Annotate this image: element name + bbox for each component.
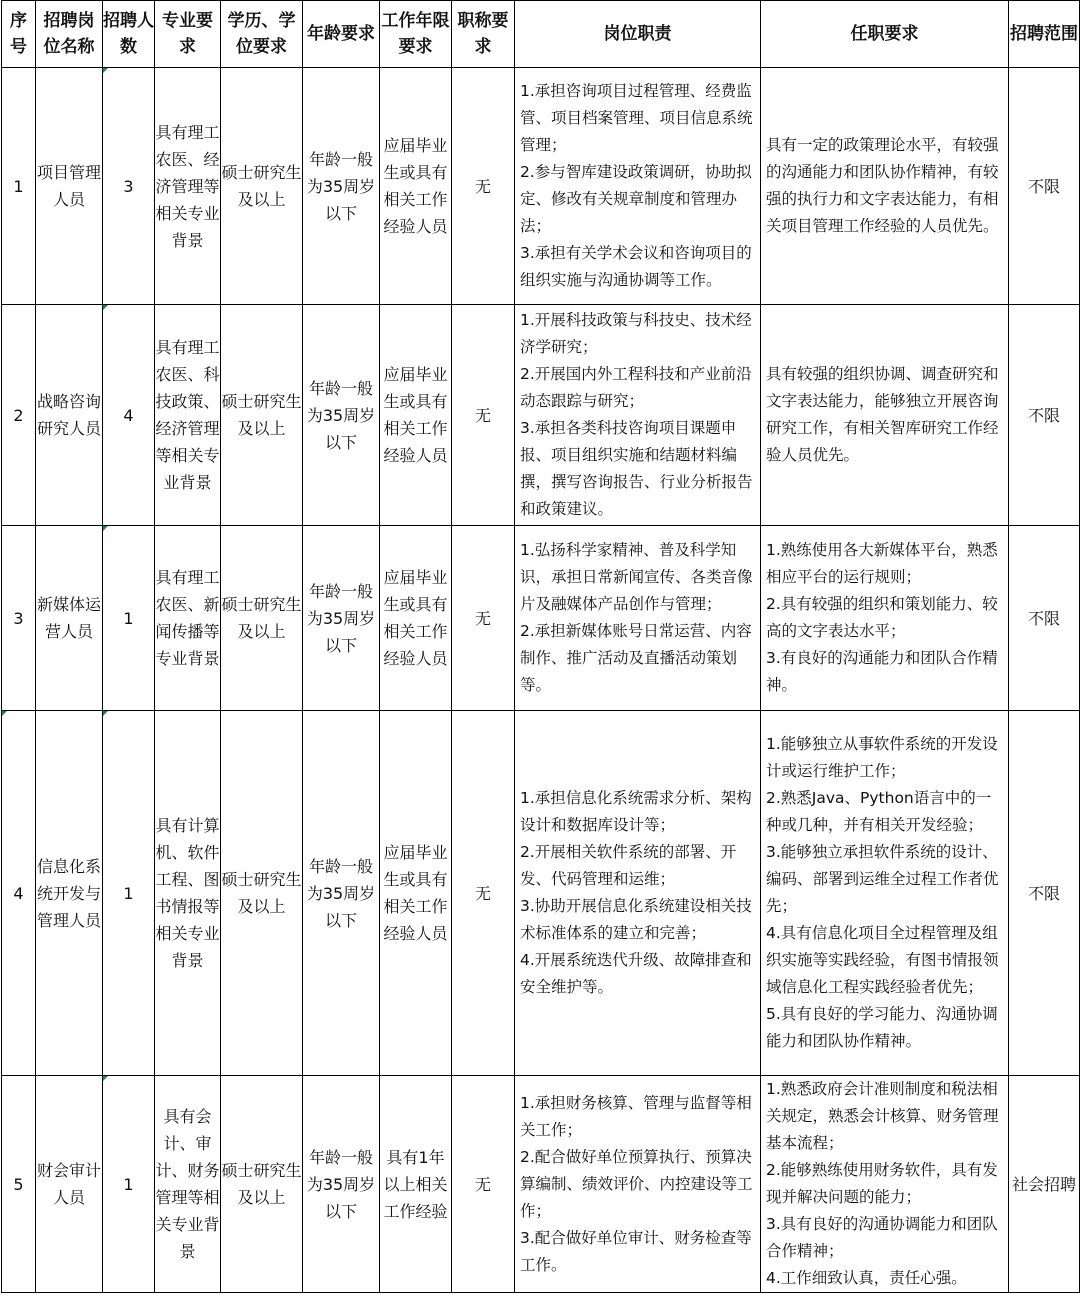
cell-requirements xyxy=(761,1076,1009,1293)
cell-duties xyxy=(515,68,761,305)
cell-experience: 应届毕业生或具有相关工作经验人员 xyxy=(380,526,452,711)
requirements-item: 4.具有信息化项目全过程管理及组织实施等实践经验，有图书情报领域信息化工程实践经验者优先； xyxy=(766,924,999,996)
cell-requirements xyxy=(761,526,1009,711)
duties-item: 2.开展国内外工程科技和产业前沿动态跟踪与研究； xyxy=(520,365,752,410)
duties-item: 2.配合做好单位预算执行、预算决算编制、绩效评价、内控建设等工作； xyxy=(520,1147,753,1220)
requirements-item: 3.有良好的沟通能力和团队合作精神。 xyxy=(766,649,998,694)
cell-scope: 不限 xyxy=(1009,711,1080,1076)
duties-item: 2.参与智库建设政策调研，协助拟定、修改有关规章制度和管理办法； xyxy=(520,163,752,235)
cell-title: 无 xyxy=(452,305,515,526)
cell-duties xyxy=(515,526,761,711)
cell-age: 年龄一般为35周岁以下 xyxy=(303,68,380,305)
recruitment-table xyxy=(1,0,1080,1293)
cell-age: 年龄一般为35周岁以下 xyxy=(303,305,380,526)
requirements-item: 2.能够熟练使用财务软件，具有发现并解决问题的能力； xyxy=(766,1161,998,1206)
cell-count: 1 xyxy=(103,526,155,711)
requirements-item: 具有一定的政策理论水平，有较强的沟通能力和团队协作精神，有较强的执行力和文字表达能力，有相关项目管理工作经验的人员优先。 xyxy=(766,136,999,235)
cell-no: 4 xyxy=(2,711,36,1076)
requirements-item: 3.能够独立承担软件系统的设计、编码、部署到运维全过程工作者优先； xyxy=(766,843,999,915)
requirements-item: 2.熟悉Java、Python语言中的一种或几种，并有相关开发经验； xyxy=(766,789,992,834)
header-scope: 招聘范围 xyxy=(1009,1,1080,68)
cell-experience: 应届毕业生或具有相关工作经验人员 xyxy=(380,68,452,305)
duties-item: 3.承担各类科技咨询项目课题申报、项目组织实施和结题材料编撰，撰写咨询报告、行业分析报告和政策建议。 xyxy=(520,419,753,518)
cell-experience: 应届毕业生或具有相关工作经验人员 xyxy=(380,711,452,1076)
cell-requirements xyxy=(761,711,1009,1076)
cell-major: 具有理工农医、科技政策、经济管理等相关专业背景 xyxy=(155,305,221,526)
duties-item: 2.承担新媒体账号日常运营、内容制作、推广活动及直播活动策划等。 xyxy=(520,622,752,694)
cell-count: 3 xyxy=(103,68,155,305)
requirements-item: 4.工作细致认真，责任心强。 xyxy=(766,1269,967,1287)
duties-item: 1.承担信息化系统需求分析、架构设计和数据库设计等； xyxy=(520,789,752,834)
requirements-item: 5.具有良好的学习能力、沟通协调能力和团队协作精神。 xyxy=(766,1005,998,1050)
cell-requirements xyxy=(761,68,1009,305)
cell-experience: 应届毕业生或具有相关工作经验人员 xyxy=(380,305,452,526)
cell-experience: 具有1年以上相关工作经验 xyxy=(380,1076,452,1293)
duties-item: 1.开展科技政策与科技史、技术经济学研究； xyxy=(520,311,752,356)
cell-count: 1 xyxy=(103,711,155,1076)
cell-degree: 硕士研究生及以上 xyxy=(221,68,303,305)
header-degree: 学历、学位要求 xyxy=(221,1,303,68)
cell-duties xyxy=(515,305,761,526)
header-count: 招聘人数 xyxy=(103,1,155,68)
duties-item: 3.协助开展信息化系统建设相关技术标准体系的建立和完善； xyxy=(520,897,752,942)
requirements-item: 1.熟悉政府会计准则制度和税法相关规定，熟悉会计核算、财务管理基本流程； xyxy=(766,1080,999,1152)
cell-degree: 硕士研究生及以上 xyxy=(221,526,303,711)
cell-age: 年龄一般为35周岁以下 xyxy=(303,711,380,1076)
cell-major: 具有理工农医、新闻传播等专业背景 xyxy=(155,526,221,711)
cell-scope: 不限 xyxy=(1009,305,1080,526)
requirements-item: 3.具有良好的沟通协调能力和团队合作精神； xyxy=(766,1215,998,1260)
cell-duties xyxy=(515,711,761,1076)
header-title: 职称要求 xyxy=(452,1,515,68)
duties-item: 4.开展系统迭代升级、故障排查和安全维护等。 xyxy=(520,951,752,996)
requirements-item: 1.能够独立从事软件系统的开发设计或运行维护工作； xyxy=(766,735,998,780)
cell-no: 5 xyxy=(2,1076,36,1293)
duties-item: 1.承担咨询项目过程管理、经费监管、项目档案管理、项目信息系统管理； xyxy=(520,82,753,154)
header-duties: 岗位职责 xyxy=(515,1,761,68)
requirements-item: 具有较强的组织协调、调查研究和文字表达能力，能够独立开展咨询研究工作，有相关智库研究工作经验人员优先。 xyxy=(766,365,999,464)
cell-no: 1 xyxy=(2,68,36,305)
header-requirements: 任职要求 xyxy=(761,1,1009,68)
cell-major: 具有计算机、软件工程、图书情报等相关专业背景 xyxy=(155,711,221,1076)
cell-count: 4 xyxy=(103,305,155,526)
cell-title: 无 xyxy=(452,711,515,1076)
cell-degree: 硕士研究生及以上 xyxy=(221,1076,303,1293)
cell-position: 信息化系统开发与管理人员 xyxy=(36,711,103,1076)
cell-degree: 硕士研究生及以上 xyxy=(221,711,303,1076)
cell-position: 新媒体运营人员 xyxy=(36,526,103,711)
cell-title: 无 xyxy=(452,1076,515,1293)
cell-no: 3 xyxy=(2,526,36,711)
cell-major: 具有会计、审计、财务管理等相关专业背景 xyxy=(155,1076,221,1293)
header-no: 序号 xyxy=(2,1,36,68)
cell-scope: 不限 xyxy=(1009,68,1080,305)
header-major: 专业要求 xyxy=(155,1,221,68)
duties-item: 1.承担财务核算、管理与监督等相关工作； xyxy=(520,1093,752,1139)
cell-degree: 硕士研究生及以上 xyxy=(221,305,303,526)
cell-position: 财会审计人员 xyxy=(36,1076,103,1293)
cell-age: 年龄一般为35周岁以下 xyxy=(303,526,380,711)
table-row xyxy=(2,305,1080,526)
cell-duties xyxy=(515,1076,761,1293)
table-row xyxy=(2,711,1080,1076)
table-row xyxy=(2,526,1080,711)
duties-item: 3.承担有关学术会议和咨询项目的组织实施与沟通协调等工作。 xyxy=(520,244,752,289)
table-body xyxy=(2,68,1080,1293)
cell-scope: 社会招聘 xyxy=(1009,1076,1080,1293)
header-row xyxy=(2,1,1080,68)
cell-title: 无 xyxy=(452,526,515,711)
cell-no: 2 xyxy=(2,305,36,526)
table-row xyxy=(2,1076,1080,1293)
cell-age: 年龄一般为35周岁以下 xyxy=(303,1076,380,1293)
header-experience: 工作年限要求 xyxy=(380,1,452,68)
header-age: 年龄要求 xyxy=(303,1,380,68)
requirements-item: 2.具有较强的组织和策划能力、较高的文字表达水平； xyxy=(766,595,998,640)
duties-item: 3.配合做好单位审计、财务检查等工作。 xyxy=(520,1228,752,1274)
table-row xyxy=(2,68,1080,305)
cell-position: 项目管理人员 xyxy=(36,68,103,305)
cell-position: 战略咨询研究人员 xyxy=(36,305,103,526)
duties-item: 1.弘扬科学家精神、普及科学知识，承担日常新闻宣传、各类音像片及融媒体产品创作与管理； xyxy=(520,541,753,613)
requirements-item: 1.熟练使用各大新媒体平台，熟悉相应平台的运行规则； xyxy=(766,541,998,586)
cell-count: 1 xyxy=(103,1076,155,1293)
cell-requirements xyxy=(761,305,1009,526)
cell-major: 具有理工农医、经济管理等相关专业背景 xyxy=(155,68,221,305)
duties-item: 2.开展相关软件系统的部署、开发、代码管理和运维； xyxy=(520,843,737,888)
cell-scope: 不限 xyxy=(1009,526,1080,711)
cell-title: 无 xyxy=(452,68,515,305)
header-position: 招聘岗位名称 xyxy=(36,1,103,68)
